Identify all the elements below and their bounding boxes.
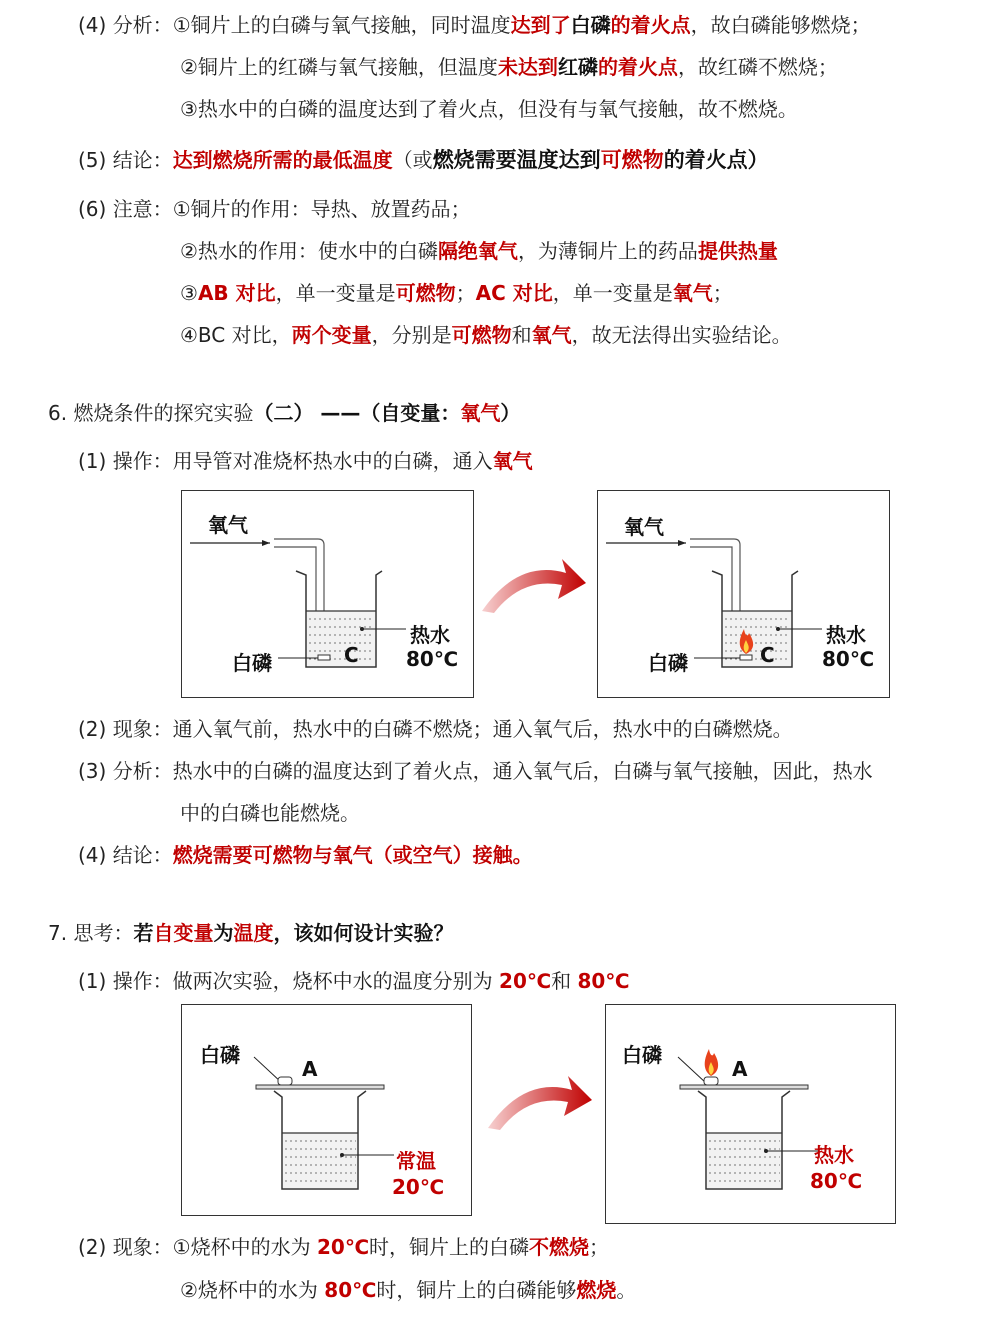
note-line-2: ②热水的作用：使水中的白磷隔绝氧气，为薄铜片上的药品提供热量 [180, 239, 778, 263]
part6-operation: (1) 操作：用导管对准烧杯热水中的白磷，通入氧气 [78, 449, 533, 473]
note-line-4: ④BC 对比，两个变量，分别是可燃物和氧气，故无法得出实验结论。 [180, 323, 792, 347]
part6-analysis-2: 中的白磷也能燃烧。 [180, 801, 360, 825]
transition-arrow-icon [484, 1072, 594, 1132]
part6-conclusion: (4) 结论：燃烧需要可燃物与氧气（或空气）接触。 [78, 843, 533, 867]
part7-operation: (1) 操作：做两次实验，烧杯中水的温度分别为 20℃和 80℃ [78, 969, 630, 993]
hot-water-label: 热水 [814, 1143, 854, 1167]
oxygen-label: 氧气 [208, 513, 248, 537]
analysis-line-1: (4) 分析：①铜片上的白磷与氧气接触，同时温度达到了白磷的着火点，故白磷能够燃烧； [78, 13, 871, 37]
note-line-1: (6) 注意：①铜片的作用：导热、放置药品； [78, 197, 471, 221]
point-c-label: C [760, 643, 775, 667]
point-a-label: A [732, 1057, 748, 1081]
white-phosphorus-label: 白磷 [200, 1043, 240, 1067]
part7-phenomenon-2: ②烧杯中的水为 80℃时，铜片上的白磷能够燃烧。 [180, 1278, 637, 1302]
analysis-line-2: ②铜片上的红磷与氧气接触，但温度未达到红磷的着火点，故红磷不燃烧； [180, 55, 838, 79]
white-phosphorus-label: 白磷 [648, 651, 688, 675]
oxygen-figure-after [597, 490, 890, 698]
temperature-figure-room [181, 1004, 472, 1216]
temperature-label: 80℃ [822, 647, 875, 671]
part7-title: 7. 思考：若自变量为温度，该如何设计实验？ [48, 921, 454, 945]
room-temp-label: 常温 [396, 1149, 436, 1173]
point-a-label: A [302, 1057, 318, 1081]
analysis-heading: (4) 分析： [78, 13, 173, 37]
temperature-label: 80℃ [406, 647, 459, 671]
hot-water-label: 热水 [826, 623, 866, 647]
part7-phenomenon-1: (2) 现象：①烧杯中的水为 20℃时，铜片上的白磷不燃烧； [78, 1235, 610, 1259]
transition-arrow-icon [478, 555, 588, 615]
conclusion-line: (5) 结论：达到燃烧所需的最低温度（或燃烧需要温度达到可燃物的着火点） [78, 148, 769, 172]
temperature-label: 20℃ [392, 1175, 445, 1199]
hot-water-label: 热水 [410, 623, 450, 647]
point-c-label: C [344, 643, 359, 667]
oxygen-label: 氧气 [624, 515, 664, 539]
part6-analysis-1: (3) 分析：热水中的白磷的温度达到了着火点，通入氧气后，白磷与氧气接触，因此，热水 [78, 759, 873, 783]
analysis-line-3: ③热水中的白磷的温度达到了着火点，但没有与氧气接触，故不燃烧。 [180, 97, 798, 121]
white-phosphorus-label: 白磷 [622, 1043, 662, 1067]
part6-title: 6. 燃烧条件的探究实验（二） ——（自变量：氧气） [48, 401, 521, 425]
temperature-label: 80℃ [810, 1169, 863, 1193]
part6-phenomenon: (2) 现象：通入氧气前，热水中的白磷不燃烧；通入氧气后，热水中的白磷燃烧。 [78, 717, 793, 741]
white-phosphorus-label: 白磷 [232, 651, 272, 675]
temperature-figure-hot [605, 1004, 896, 1224]
oxygen-figure-before [181, 490, 474, 698]
note-line-3: ③AB 对比，单一变量是可燃物；AC 对比，单一变量是氧气； [180, 281, 733, 305]
